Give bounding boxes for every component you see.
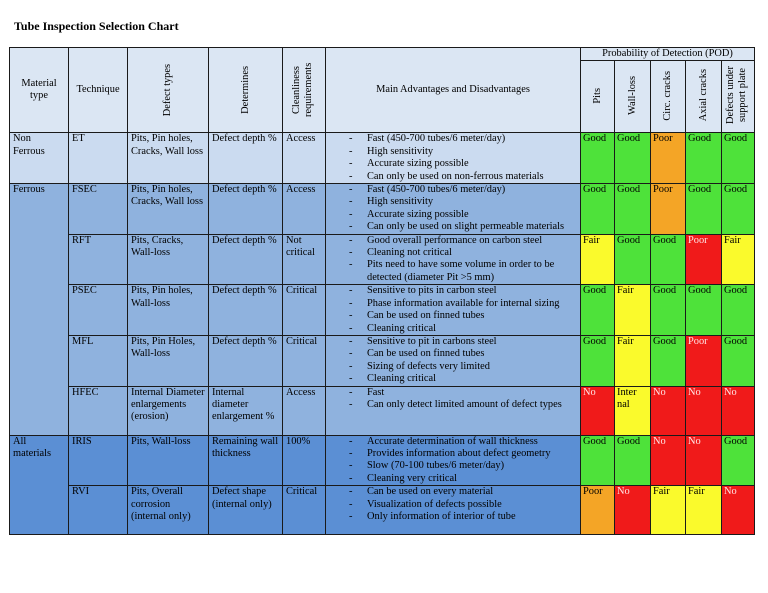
pod-support-plate-cell: Good	[722, 335, 755, 386]
cleanliness-cell: Critical	[283, 285, 326, 336]
pod-wall-loss-cell: Inter nal	[615, 386, 651, 435]
header-circ-cracks: Circ. cracks	[651, 61, 686, 133]
advantage-item: - Pits need to have some volume in order to be detected (diameter Pit >5 mm)	[349, 259, 555, 283]
header-advantages: Main Advantages and Disadvantages	[326, 48, 581, 133]
pod-support-plate-cell: No	[722, 386, 755, 435]
cleanliness-cell: Access	[283, 184, 326, 235]
advantage-item: - Can be used on finned tubes	[349, 310, 485, 322]
inspection-table	[9, 47, 755, 535]
advantage-item: - Sensitive to pit in carbons steel	[349, 335, 497, 347]
material-cell: Ferrous	[10, 184, 69, 436]
header-cleanliness: Cleanliness requirements	[283, 48, 326, 133]
defect-types-cell: Pits, Pin holes, Wall-loss	[128, 285, 209, 336]
advantage-item: - Can be used on finned tubes	[349, 348, 485, 360]
defect-types-cell: Pits, Wall-loss	[128, 435, 209, 486]
technique-cell: RFT	[69, 234, 128, 285]
pod-support-plate-cell: Good	[722, 133, 755, 184]
pod-support-plate-cell: Fair	[722, 234, 755, 285]
pod-axial-cracks-cell: No	[686, 386, 722, 435]
advantage-item: - Fast (450-700 tubes/6 meter/day)	[349, 133, 506, 145]
pod-axial-cracks-cell: Good	[686, 133, 722, 184]
pod-axial-cracks-cell: Poor	[686, 234, 722, 285]
pod-wall-loss-cell: Good	[615, 435, 651, 486]
table-row	[10, 133, 755, 184]
table-row	[10, 435, 755, 486]
advantage-item: - Fast	[349, 386, 385, 398]
pod-axial-cracks-cell: Good	[686, 184, 722, 235]
header-pits: Pits	[581, 61, 615, 133]
determines-cell: Defect depth %	[209, 234, 283, 285]
advantage-item: - Cleaning not critical	[349, 247, 452, 259]
advantage-item: - Only information of interior of tube	[349, 510, 516, 522]
header-axial-cracks: Axial cracks	[686, 61, 722, 133]
advantage-item: - Good overall performance on carbon steel	[349, 234, 543, 246]
pod-axial-cracks-cell: No	[686, 435, 722, 486]
pod-pits-cell: Good	[581, 435, 615, 486]
pod-circ-cracks-cell: No	[651, 435, 686, 486]
advantages-cell	[326, 335, 581, 386]
technique-cell: MFL	[69, 335, 128, 386]
defect-types-cell: Pits, Pin Holes, Wall-loss	[128, 335, 209, 386]
advantages-cell	[326, 234, 581, 285]
table-row	[10, 234, 755, 285]
determines-cell: Defect depth %	[209, 335, 283, 386]
technique-cell: ET	[69, 133, 128, 184]
advantage-item: - Fast (450-700 tubes/6 meter/day)	[349, 184, 506, 196]
header-support-plate: Defects under support plate	[722, 61, 755, 133]
header-material-type: Material type	[10, 48, 69, 133]
pod-wall-loss-cell: Good	[615, 234, 651, 285]
advantages-cell	[326, 184, 581, 235]
advantages-cell	[326, 133, 581, 184]
table-body	[10, 133, 755, 535]
advantages-cell	[326, 486, 581, 535]
advantage-item: - Sizing of defects very limited	[349, 360, 490, 372]
material-cell: All materials	[10, 435, 69, 535]
pod-pits-cell: Fair	[581, 234, 615, 285]
defect-types-cell: Internal Diameter enlargements (erosion)	[128, 386, 209, 435]
advantage-item: - Accurate determination of wall thickness	[349, 435, 538, 447]
header-wall-loss: Wall-loss	[615, 61, 651, 133]
defect-types-cell: Pits, Cracks, Wall-loss	[128, 234, 209, 285]
cleanliness-cell: Critical	[283, 486, 326, 535]
advantages-cell	[326, 435, 581, 486]
pod-pits-cell: Poor	[581, 486, 615, 535]
pod-pits-cell: No	[581, 386, 615, 435]
pod-support-plate-cell: Good	[722, 435, 755, 486]
pod-support-plate-cell: No	[722, 486, 755, 535]
determines-cell: Defect shape (internal only)	[209, 486, 283, 535]
table-row	[10, 184, 755, 235]
technique-cell: RVI	[69, 486, 128, 535]
determines-cell: Remaining wall thickness	[209, 435, 283, 486]
material-cell: Non Ferrous	[10, 133, 69, 184]
determines-cell: Internal diameter enlargement %	[209, 386, 283, 435]
advantage-item: - Can only be used on non-ferrous materials	[349, 170, 544, 182]
advantage-item: - Phase information available for internal sizing	[349, 297, 560, 309]
header-determines: Determines	[209, 48, 283, 133]
advantage-item: - Sensitive to pits in carbon steel	[349, 285, 497, 297]
defect-types-cell: Pits, Pin holes, Cracks, Wall loss	[128, 133, 209, 184]
pod-circ-cracks-cell: Good	[651, 285, 686, 336]
advantage-item: - High sensitivity	[349, 145, 434, 157]
cleanliness-cell: Access	[283, 386, 326, 435]
table-row	[10, 486, 755, 535]
pod-wall-loss-cell: Good	[615, 133, 651, 184]
pod-pits-cell: Good	[581, 285, 615, 336]
defect-types-cell: Pits, Pin holes, Cracks, Wall loss	[128, 184, 209, 235]
pod-circ-cracks-cell: Poor	[651, 133, 686, 184]
cleanliness-cell: Critical	[283, 335, 326, 386]
pod-wall-loss-cell: Fair	[615, 335, 651, 386]
pod-wall-loss-cell: No	[615, 486, 651, 535]
advantage-item: - Cleaning critical	[349, 322, 436, 334]
advantage-item: - Slow (70-100 tubes/6 meter/day)	[349, 460, 505, 472]
pod-circ-cracks-cell: Fair	[651, 486, 686, 535]
advantage-item: - Cleaning critical	[349, 373, 436, 385]
pod-axial-cracks-cell: Fair	[686, 486, 722, 535]
technique-cell: IRIS	[69, 435, 128, 486]
header-pod-group: Probability of Detection (POD)	[581, 48, 755, 61]
header-technique: Technique	[69, 48, 128, 133]
pod-circ-cracks-cell: Good	[651, 234, 686, 285]
pod-axial-cracks-cell: Poor	[686, 335, 722, 386]
advantage-item: - High sensitivity	[349, 196, 434, 208]
advantage-item: - Cleaning very critical	[349, 472, 458, 484]
advantage-item: - Accurate sizing possible	[349, 208, 469, 220]
cleanliness-cell: Access	[283, 133, 326, 184]
cleanliness-cell: Not critical	[283, 234, 326, 285]
defect-types-cell: Pits, Overall corrosion (internal only)	[128, 486, 209, 535]
advantage-item: - Provides information about defect geometry	[349, 447, 551, 459]
determines-cell: Defect depth %	[209, 285, 283, 336]
cleanliness-cell: 100%	[283, 435, 326, 486]
pod-pits-cell: Good	[581, 335, 615, 386]
advantage-item: - Visualization of defects possible	[349, 498, 502, 510]
technique-cell: HFEC	[69, 386, 128, 435]
technique-cell: FSEC	[69, 184, 128, 235]
pod-support-plate-cell: Good	[722, 285, 755, 336]
technique-cell: PSEC	[69, 285, 128, 336]
pod-circ-cracks-cell: No	[651, 386, 686, 435]
table-row	[10, 285, 755, 336]
pod-circ-cracks-cell: Good	[651, 335, 686, 386]
pod-pits-cell: Good	[581, 133, 615, 184]
pod-wall-loss-cell: Good	[615, 184, 651, 235]
advantages-cell	[326, 285, 581, 336]
advantage-item: - Can be used on every material	[349, 486, 494, 498]
determines-cell: Defect depth %	[209, 184, 283, 235]
advantage-item: - Accurate sizing possible	[349, 158, 469, 170]
pod-pits-cell: Good	[581, 184, 615, 235]
advantage-item: - Can only be used on slight permeable materials	[349, 221, 565, 233]
header-row-top	[10, 48, 755, 61]
table-row	[10, 386, 755, 435]
advantages-cell	[326, 386, 581, 435]
header-defect-types: Defect types	[128, 48, 209, 133]
table-row	[10, 335, 755, 386]
pod-circ-cracks-cell: Poor	[651, 184, 686, 235]
pod-support-plate-cell: Good	[722, 184, 755, 235]
pod-wall-loss-cell: Fair	[615, 285, 651, 336]
determines-cell: Defect depth %	[209, 133, 283, 184]
page-title: Tube Inspection Selection Chart	[14, 19, 179, 33]
advantage-item: - Can only detect limited amount of defect types	[349, 398, 562, 410]
pod-axial-cracks-cell: Good	[686, 285, 722, 336]
